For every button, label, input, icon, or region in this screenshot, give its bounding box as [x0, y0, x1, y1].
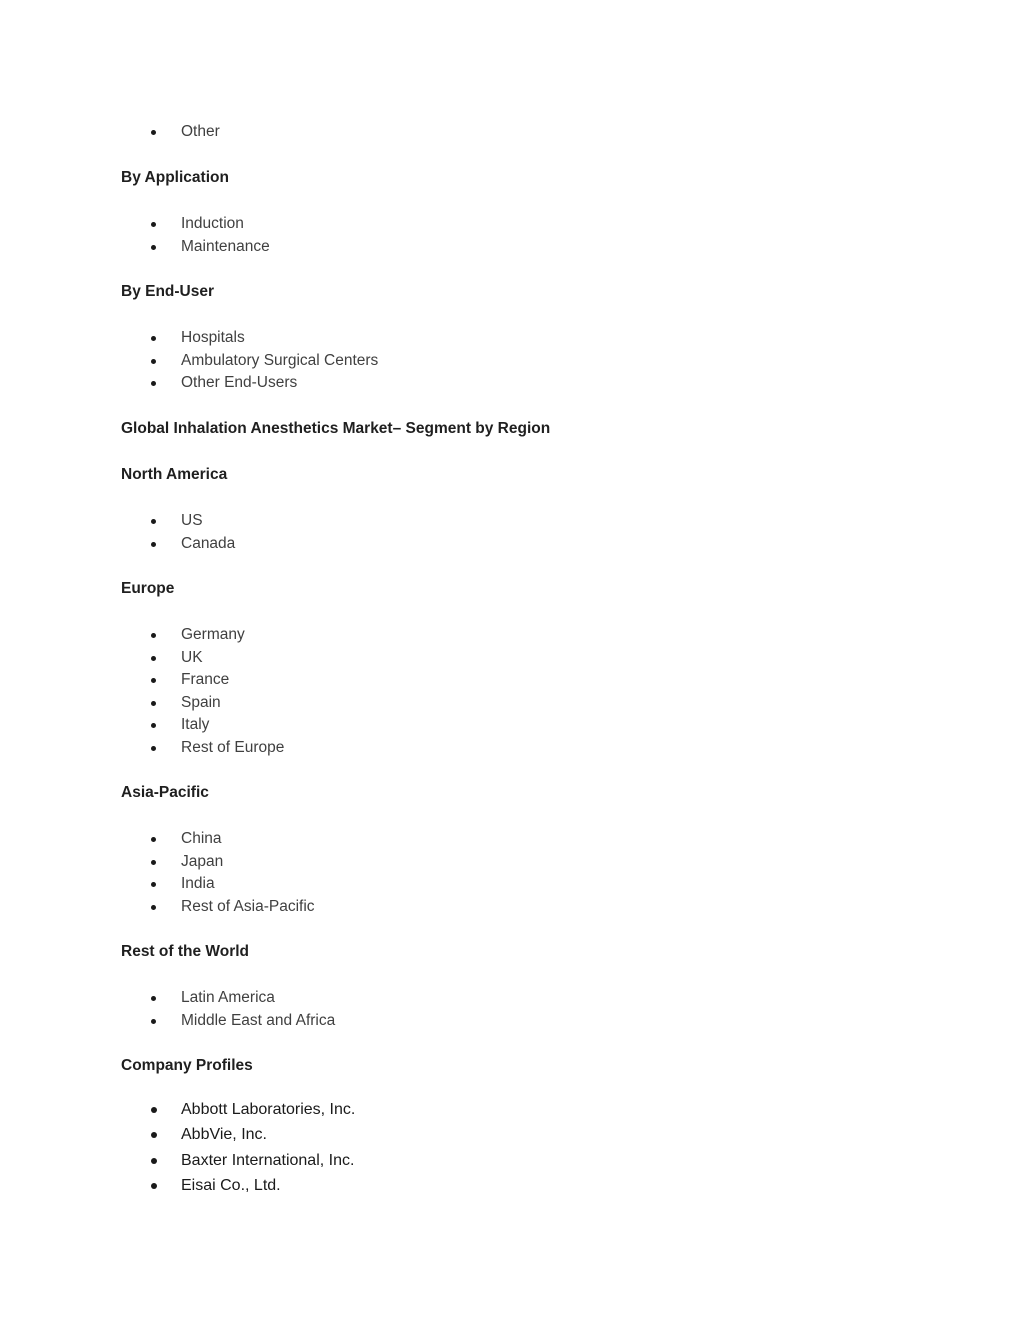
bullet-icon	[151, 723, 156, 728]
bullet-icon	[151, 837, 156, 842]
bullet-icon	[151, 130, 156, 135]
bullet-icon	[151, 701, 156, 706]
bullet-icon	[151, 882, 156, 887]
bullet-icon	[151, 381, 156, 386]
bullet-icon	[151, 633, 156, 638]
asia-pacific-heading: Asia-Pacific	[121, 784, 209, 801]
bullet-icon	[151, 860, 156, 865]
by-application-heading: By Application	[121, 169, 229, 186]
bullet-icon	[151, 1107, 157, 1113]
region-segment-title: Global Inhalation Anesthetics Market– Segment by Region	[121, 420, 551, 437]
bullet-icon	[151, 1019, 156, 1024]
north-america-heading: North America	[121, 466, 228, 483]
bullet-icon	[151, 245, 156, 250]
bullet-icon	[151, 1158, 157, 1164]
bullet-icon	[151, 656, 156, 661]
bullet-icon	[151, 1183, 157, 1189]
europe-heading: Europe	[121, 580, 175, 597]
bullet-icon	[151, 905, 156, 910]
bullet-icon	[151, 1132, 157, 1138]
bullet-icon	[151, 996, 156, 1001]
bullet-icon	[151, 519, 156, 524]
document-page: Other By Application Induction Maintenance By End-User Hospitals Ambulatory Surgical Centers Other End-Users Global Inhalation Anesthetics Market– Segment by Region North America US Canada Europe Germany UK France Spain Italy Rest of Europe Asia-Pacific China Japan India Rest of Asia-Pacific Rest of the World Latin America Middle East and Africa Company Profiles Abbott Laboratories, Inc. AbbVie, Inc. Baxter International, Inc. Eisai Co., Ltd.	[121, 123, 551, 1194]
company-profiles-heading: Company Profiles	[121, 1057, 253, 1074]
bullet-icon	[151, 222, 156, 227]
bullet-icon	[151, 678, 156, 683]
rest-of-world-heading: Rest of the World	[121, 943, 250, 960]
bullet-icon	[151, 542, 156, 547]
by-end-user-heading: By End-User	[121, 283, 215, 300]
bullet-icon	[151, 359, 156, 364]
bullet-icon	[151, 746, 156, 751]
bullet-icon	[151, 336, 156, 341]
